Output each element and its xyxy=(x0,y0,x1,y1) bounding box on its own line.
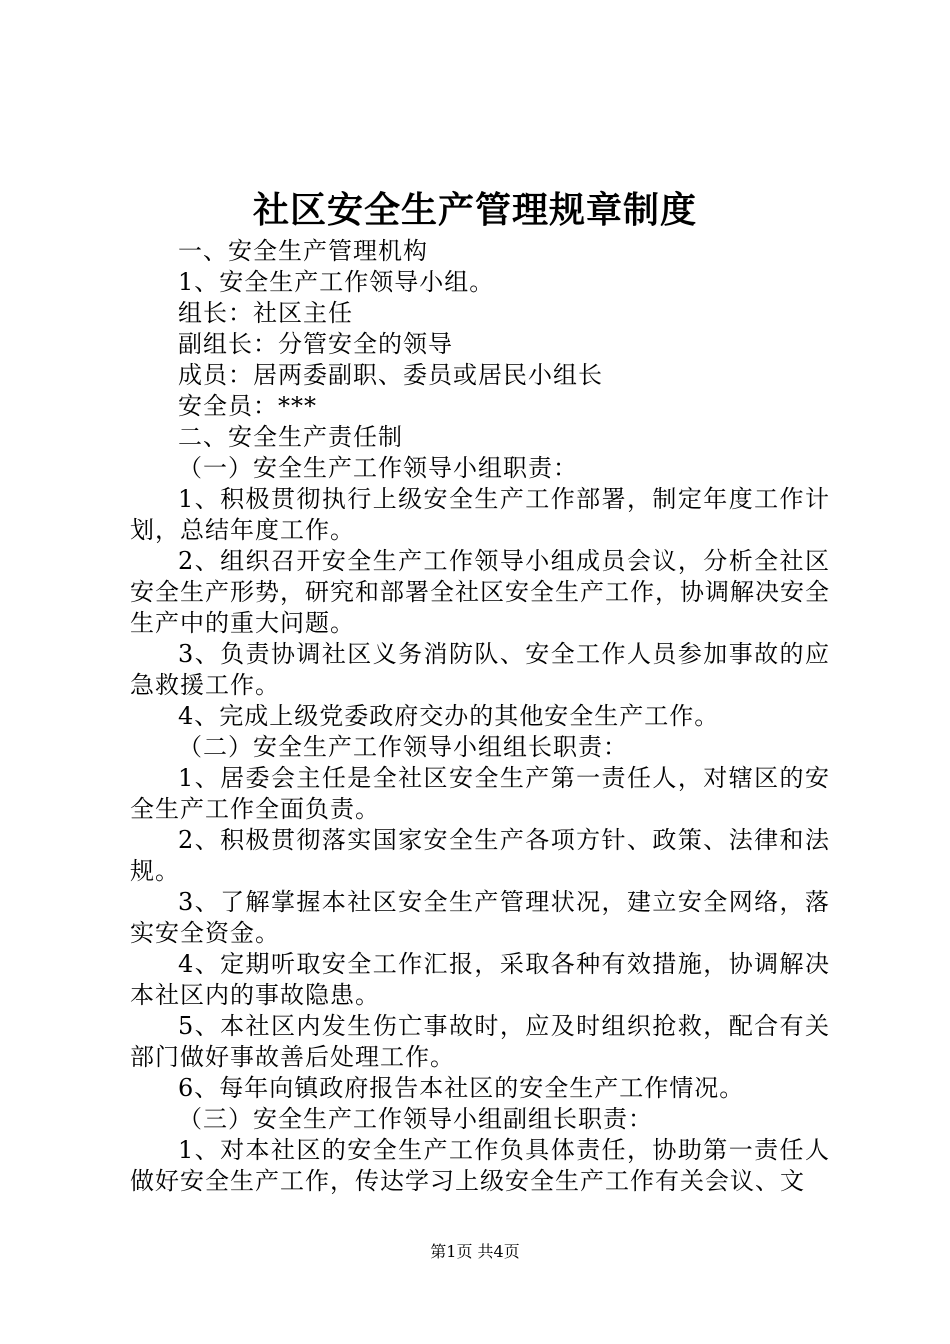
document-body xyxy=(130,236,830,1197)
paragraph: （二）安全生产工作领导小组组长职责： xyxy=(178,733,628,761)
paragraph: 成员：居两委副职、委员或居民小组长 xyxy=(178,361,603,389)
paragraph: 3、负责协调社区义务消防队、安全工作人员参加事故的应急救援工作。 xyxy=(130,640,830,699)
paragraph: 一、安全生产管理机构 xyxy=(178,237,428,265)
paragraph: 1、居委会主任是全社区安全生产第一责任人，对辖区的安全生产工作全面负责。 xyxy=(130,764,830,823)
paragraph: 6、每年向镇政府报告本社区的安全生产工作情况。 xyxy=(178,1074,745,1102)
document-title: 社区安全生产管理规章制度 xyxy=(252,189,697,231)
paragraph: 副组长：分管安全的领导 xyxy=(178,330,453,358)
paragraph: 3、了解掌握本社区安全生产管理状况，建立安全网络，落实安全资金。 xyxy=(130,888,830,947)
paragraph: （三）安全生产工作领导小组副组长职责： xyxy=(178,1105,653,1133)
paragraph: 2、积极贯彻落实国家安全生产各项方针、政策、法律和法规。 xyxy=(130,826,830,885)
paragraph: 4、完成上级党委政府交办的其他安全生产工作。 xyxy=(178,702,720,730)
page-number-footer: 第1页 共4页 xyxy=(430,1242,520,1261)
paragraph: 组长：社区主任 xyxy=(178,299,353,327)
paragraph: 2、组织召开安全生产工作领导小组成员会议，分析全社区安全生产形势，研究和部署全社区安全生产工作，协调解决安全生产中的重大问题。 xyxy=(130,547,830,637)
paragraph: 安全员：*** xyxy=(178,392,317,420)
paragraph: 5、本社区内发生伤亡事故时，应及时组织抢救，配合有关部门做好事故善后处理工作。 xyxy=(130,1012,830,1071)
paragraph: 二、安全生产责任制 xyxy=(178,423,403,451)
paragraph: 1、对本社区的安全生产工作负具体责任，协助第一责任人做好安全生产工作，传达学习上级安全生产工作有关会议、文 xyxy=(130,1136,830,1195)
paragraph: 4、定期听取安全工作汇报，采取各种有效措施，协调解决本社区内的事故隐患。 xyxy=(130,950,830,1009)
paragraph: 1、安全生产工作领导小组。 xyxy=(178,268,495,296)
paragraph: 1、积极贯彻执行上级安全生产工作部署，制定年度工作计划，总结年度工作。 xyxy=(130,485,830,544)
paragraph: （一）安全生产工作领导小组职责： xyxy=(178,454,578,482)
